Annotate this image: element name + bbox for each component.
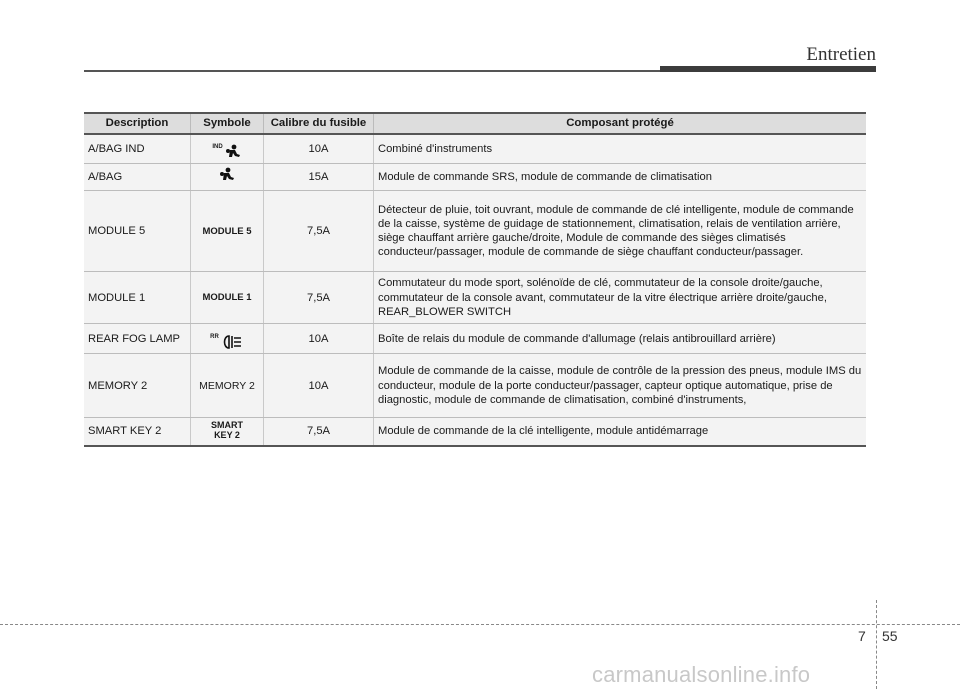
fuse-rating: 7,5A — [264, 418, 374, 446]
protected-component: Détecteur de pluie, toit ouvrant, module de commande de clé intelligente, module de commande de la caisse, système de guidage de stationnement, climatisation, relais de ventilation arrière, siège chauffant arrière gauche/droite, Module de commande des sièges climatisés conducteur/passager, module de commande de siège chauffant conducteur/passager. — [374, 191, 867, 272]
fuse-symbol — [191, 134, 264, 164]
rear-fog-lamp-icon — [220, 334, 244, 350]
fuse-symbol — [191, 191, 264, 272]
protected-component: Module de commande de la caisse, module de contrôle de la pression des pneus, module IMS du conducteur, module de la porte conducteur/passager, capteur optique automatique, prise de diagnostic, module de commande de climatisation, combiné d'instruments, — [374, 354, 867, 418]
fuse-description: A/BAG IND — [84, 134, 191, 164]
symbol-superscript: RR — [210, 333, 219, 340]
fuse-description: MODULE 1 — [84, 272, 191, 324]
column-header-rating: Calibre du fusible — [264, 113, 374, 134]
symbol-label: MODULE 1 — [202, 292, 252, 304]
protected-component: Module de commande SRS, module de commande de climatisation — [374, 164, 867, 191]
airbag-person-icon — [224, 144, 242, 160]
table-row — [84, 191, 866, 272]
watermark: carmanualsonline.info — [592, 662, 811, 687]
symbol-label-line: SMART — [211, 420, 243, 431]
column-header-symbol: Symbole — [191, 113, 264, 134]
fuse-symbol — [191, 354, 264, 418]
symbol-superscript: IND — [212, 144, 223, 150]
table-header-row — [84, 113, 866, 134]
fuse-rating: 15A — [264, 164, 374, 191]
fuse-description: REAR FOG LAMP — [84, 324, 191, 354]
section-title: Entretien — [806, 44, 876, 65]
fuse-description: SMART KEY 2 — [84, 418, 191, 446]
footer-page-divider — [876, 600, 877, 689]
table-row — [84, 164, 866, 191]
table-row — [84, 324, 866, 354]
column-header-description: Description — [84, 113, 191, 134]
protected-component: Combiné d'instruments — [374, 134, 867, 164]
table-row — [84, 354, 866, 418]
protected-component: Module de commande de la clé intelligente, module antidémarrage — [374, 418, 867, 446]
protected-component: Commutateur du mode sport, solénoïde de clé, commutateur de la console droite/gauche, commutateur de la console avant, commutateur de la vitre électrique arrière droite/gauche, REAR_BLOWER SWITCH — [374, 272, 867, 324]
fuse-symbol — [191, 164, 264, 191]
page-number: 55 — [882, 628, 898, 644]
table-row — [84, 134, 866, 164]
fuse-rating: 7,5A — [264, 191, 374, 272]
fuse-table — [84, 112, 866, 447]
fuse-symbol — [191, 272, 264, 324]
footer-divider — [0, 624, 960, 625]
fuse-symbol — [191, 418, 264, 446]
symbol-label: MODULE 5 — [202, 225, 252, 237]
column-header-component: Composant protégé — [374, 113, 867, 134]
fuse-rating: 10A — [264, 134, 374, 164]
table-row — [84, 418, 866, 446]
header-rule — [84, 70, 660, 72]
table-row — [84, 272, 866, 324]
symbol-label: MEMORY 2 — [199, 379, 255, 392]
chapter-number: 7 — [858, 628, 866, 644]
fuse-rating: 7,5A — [264, 272, 374, 324]
airbag-person-icon — [218, 167, 236, 183]
fuse-description: A/BAG — [84, 164, 191, 191]
fuse-rating: 10A — [264, 354, 374, 418]
symbol-label-line: KEY 2 — [214, 429, 240, 440]
fuse-description: MEMORY 2 — [84, 354, 191, 418]
header-rule-accent — [660, 66, 876, 72]
protected-component: Boîte de relais du module de commande d'allumage (relais antibrouillard arrière) — [374, 324, 867, 354]
fuse-description: MODULE 5 — [84, 191, 191, 272]
fuse-symbol — [191, 324, 264, 354]
fuse-rating: 10A — [264, 324, 374, 354]
symbol-label — [211, 421, 243, 440]
